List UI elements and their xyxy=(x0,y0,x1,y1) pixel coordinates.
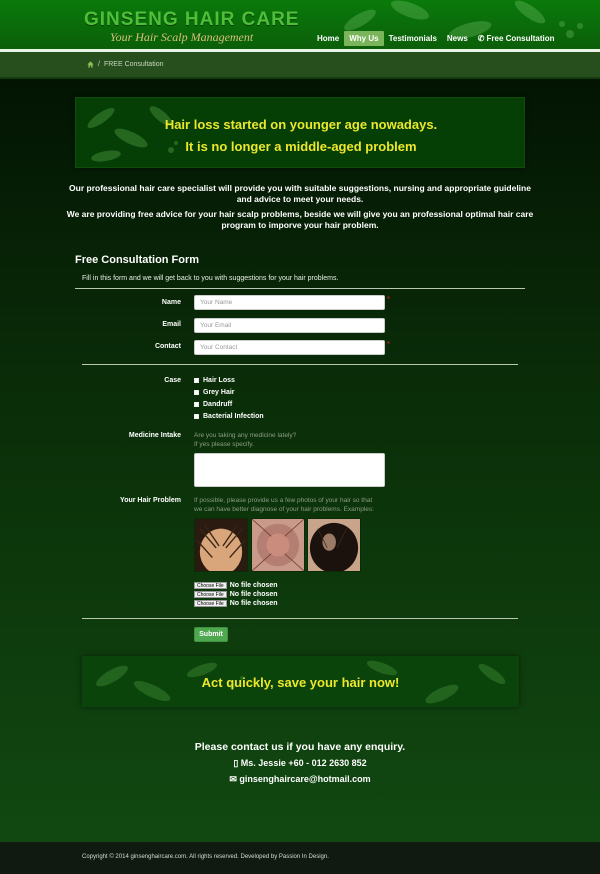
name-input[interactable]: Your Name xyxy=(194,295,385,310)
example-hair-photo-1 xyxy=(194,518,248,572)
mobile-phone-icon: ▯ xyxy=(233,758,239,768)
breadcrumb-current: FREE Consultation xyxy=(103,61,164,68)
contact-phone xyxy=(0,758,600,769)
checkbox[interactable] xyxy=(194,414,199,419)
choose-file-button[interactable]: Choose File xyxy=(194,582,227,589)
file-upload-1 xyxy=(194,582,278,589)
site-header xyxy=(0,0,600,50)
medicine-intake-label: Medicine Intake xyxy=(128,432,181,439)
envelope-icon: ✉ xyxy=(229,774,237,784)
nav-news[interactable]: News xyxy=(446,34,468,43)
contact-email-text[interactable]: ginsenghaircare@hotmail.com xyxy=(239,774,371,784)
case-option-label: Bacterial Infection xyxy=(203,413,264,420)
banner-headline-2: It is no longer a middle-aged problem xyxy=(185,139,417,154)
medicine-hint-1: Are you taking any medicine lately? xyxy=(194,432,297,439)
form-description: Fill in this form and we will get back to you with suggestions for your hair problems. xyxy=(82,275,339,282)
nav-testimonials[interactable]: Testimonials xyxy=(388,34,437,43)
file-upload-3 xyxy=(194,600,278,607)
case-option-hair-loss[interactable] xyxy=(194,377,235,384)
home-icon[interactable] xyxy=(87,61,94,68)
contact-title: Please contact us if you have any enquiry. xyxy=(194,741,406,753)
hair-problem-label: Your Hair Problem xyxy=(120,497,181,504)
site-logo-subtitle: Your Hair Scalp Management xyxy=(110,30,254,44)
breadcrumb-separator: / xyxy=(98,61,100,68)
choose-file-button[interactable]: Choose File xyxy=(194,591,227,598)
intro-paragraph-2: We are providing free advice for your hair scalp problems, beside we will give you an professional optimal hair care program to imporve your hair problem. xyxy=(66,209,534,230)
medicine-hint-2: If yes please specify. xyxy=(194,441,254,448)
file-upload-2 xyxy=(194,591,278,598)
nav-home[interactable]: Home xyxy=(317,34,340,43)
cta-banner xyxy=(82,656,519,707)
file-status: No file chosen xyxy=(229,591,278,598)
case-option-bacterial-infection[interactable] xyxy=(194,413,264,420)
file-status: No file chosen xyxy=(229,600,278,607)
contact-required-mark: * xyxy=(387,340,391,349)
cta-headline: Act quickly, save your hair now! xyxy=(201,675,400,690)
banner-headline-1: Hair loss started on younger age nowadays. xyxy=(164,117,438,132)
email-input[interactable]: Your Email xyxy=(194,318,385,333)
name-label: Name xyxy=(161,299,181,306)
form-divider xyxy=(75,288,525,289)
checkbox[interactable] xyxy=(194,390,199,395)
hero-banner xyxy=(75,97,525,168)
contact-email xyxy=(0,774,600,785)
hair-problem-hint-1: If possible, please provide us a few photos of your hair so that xyxy=(194,497,373,504)
name-required-mark: * xyxy=(387,295,391,304)
example-hair-photo-3 xyxy=(307,518,361,572)
case-option-grey-hair[interactable] xyxy=(194,389,235,396)
form-title: Free Consultation Form xyxy=(75,254,200,266)
case-option-label: Hair Loss xyxy=(203,377,235,384)
hair-problem-hint-2: we can have better diagnose of your hair problems. Examples: xyxy=(194,506,374,513)
site-footer xyxy=(0,842,600,874)
email-label: Email xyxy=(162,321,181,328)
nav-free-consultation[interactable] xyxy=(473,31,560,46)
example-hair-photo-2 xyxy=(251,518,305,572)
submit-button[interactable]: Submit xyxy=(194,627,228,642)
form-divider xyxy=(82,618,518,619)
choose-file-button[interactable]: Choose File xyxy=(194,600,227,607)
form-divider xyxy=(82,364,518,365)
contact-label: Contact xyxy=(154,343,181,350)
case-option-dandruff[interactable] xyxy=(194,401,232,408)
checkbox[interactable] xyxy=(194,402,199,407)
checkbox[interactable] xyxy=(194,378,199,383)
leaf-decoration-icon xyxy=(76,98,186,168)
footer-copyright: Copyright © 2014 ginsenghaircare.com. All rights reserved. Developed by Passion In Design. xyxy=(82,854,329,860)
nav-why-us[interactable]: Why Us xyxy=(344,31,383,46)
main-nav xyxy=(312,31,560,46)
contact-phone-text: Ms. Jessie +60 - 012 2630 852 xyxy=(240,758,367,768)
breadcrumb xyxy=(87,61,163,68)
phone-icon: ✆ xyxy=(477,34,485,43)
intro-paragraph-1: Our professional hair care specialist will provide you with suitable suggestions, nursing and appropriate guideline and advice to meet your needs. xyxy=(69,183,531,204)
nav-free-consultation-label: Free Consultation xyxy=(486,34,555,43)
site-logo-title[interactable]: GINSENG HAIR CARE xyxy=(84,9,300,30)
breadcrumb-bar xyxy=(0,52,600,78)
case-option-label: Dandruff xyxy=(203,401,233,408)
case-option-label: Grey Hair xyxy=(203,389,235,396)
medicine-textarea[interactable] xyxy=(194,453,385,487)
contact-input[interactable]: Your Contact xyxy=(194,340,385,355)
case-label: Case xyxy=(164,377,181,384)
file-status: No file chosen xyxy=(229,582,278,589)
